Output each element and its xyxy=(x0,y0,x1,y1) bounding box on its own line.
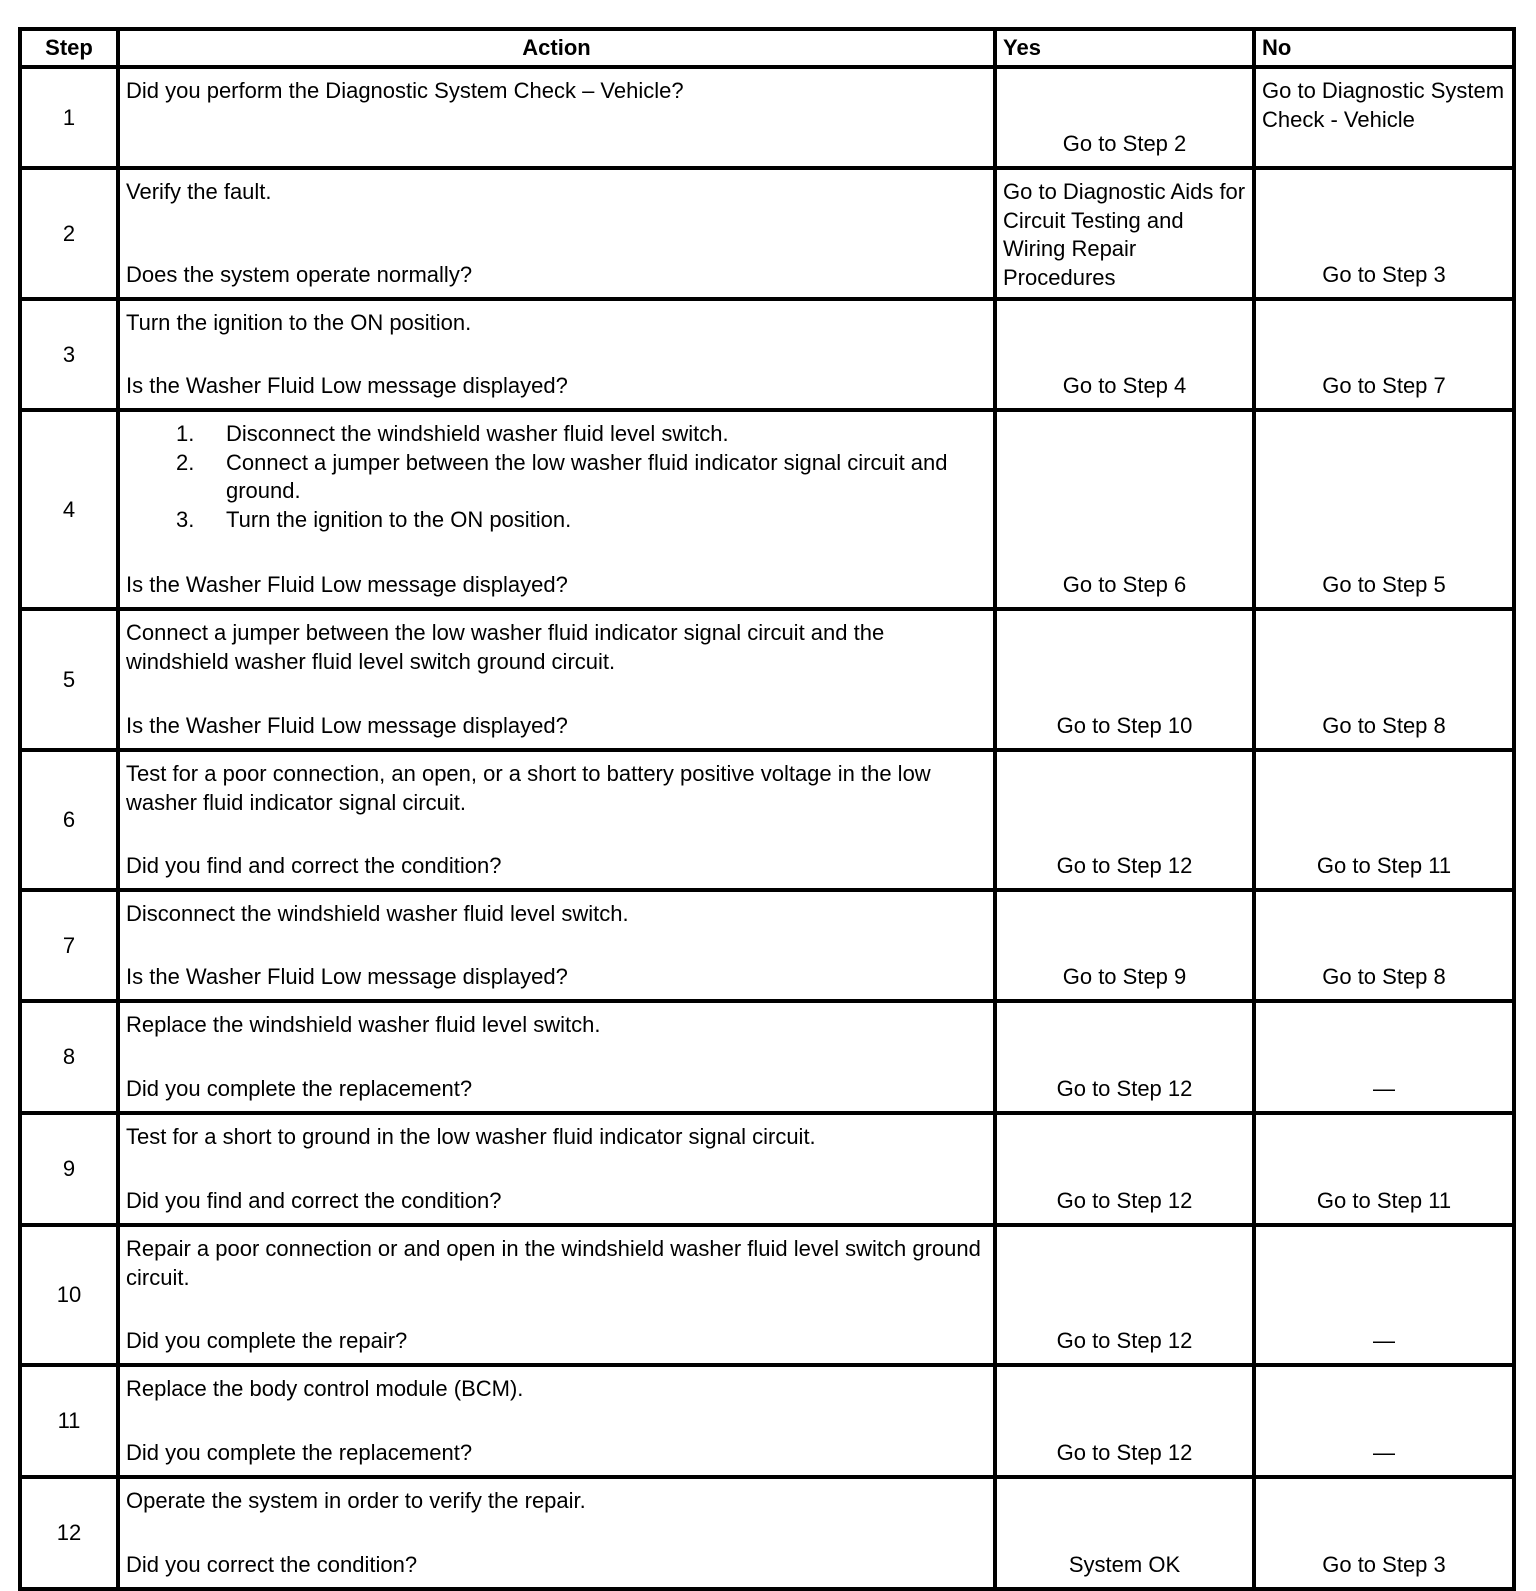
yes-cell xyxy=(995,1365,1254,1477)
list-item-number: 2. xyxy=(176,449,195,475)
table-row xyxy=(20,1477,1514,1589)
step-number: 8 xyxy=(20,1001,118,1113)
action-cell xyxy=(118,1113,995,1225)
yes-result: Go to Step 4 xyxy=(1062,372,1187,398)
action-instruction: Replace the windshield washer fluid level switch. xyxy=(126,1012,601,1037)
list-item xyxy=(176,420,987,449)
no-cell xyxy=(1254,410,1514,609)
yes-cell xyxy=(995,1477,1254,1589)
no-cell xyxy=(1254,1113,1514,1225)
action-question: Is the Washer Fluid Low message displayed? xyxy=(126,963,568,989)
action-instruction: Test for a short to ground in the low washer fluid indicator signal circuit. xyxy=(126,1124,816,1149)
action-question: Did you complete the replacement? xyxy=(126,1439,473,1465)
list-item-text: Disconnect the windshield washer fluid level switch. xyxy=(226,421,729,446)
action-cell xyxy=(118,750,995,890)
yes-cell xyxy=(995,890,1254,1001)
step-number: 3 xyxy=(20,299,118,410)
list-item-number: 3. xyxy=(176,506,195,532)
action-question: Did you complete the repair? xyxy=(126,1327,408,1353)
yes-result: Go to Step 12 xyxy=(1056,1327,1193,1353)
header-action: Action xyxy=(118,29,995,67)
no-result: Go to Step 5 xyxy=(1322,571,1446,597)
yes-result: Go to Step 9 xyxy=(1062,963,1187,989)
step-number: 6 xyxy=(20,750,118,890)
action-instruction: Repair a poor connection or and open in the windshield washer fluid level switch ground circuit. xyxy=(126,1236,981,1290)
action-question: Did you complete the replacement? xyxy=(126,1075,473,1101)
action-cell xyxy=(118,609,995,750)
table-row xyxy=(20,750,1514,890)
table-row xyxy=(20,1225,1514,1365)
yes-result: Go to Step 10 xyxy=(1056,712,1193,738)
yes-result: System OK xyxy=(1068,1551,1181,1577)
yes-result: Go to Step 2 xyxy=(1062,130,1187,156)
action-instruction: Verify the fault. xyxy=(126,179,272,204)
action-cell xyxy=(118,67,995,168)
action-instruction: Did you perform the Diagnostic System Check – Vehicle? xyxy=(126,78,684,103)
step-number: 11 xyxy=(20,1365,118,1477)
step-number: 9 xyxy=(20,1113,118,1225)
header-step: Step xyxy=(20,29,118,67)
yes-result: Go to Step 12 xyxy=(1056,1187,1193,1213)
list-item xyxy=(176,449,987,506)
yes-cell xyxy=(995,1113,1254,1225)
yes-cell xyxy=(995,609,1254,750)
no-cell xyxy=(1254,67,1514,168)
table-row xyxy=(20,299,1514,410)
table-row xyxy=(20,1113,1514,1225)
step-number: 5 xyxy=(20,609,118,750)
action-cell xyxy=(118,1001,995,1113)
no-cell xyxy=(1254,1477,1514,1589)
action-instruction: Turn the ignition to the ON position. xyxy=(126,310,472,335)
no-cell xyxy=(1254,1365,1514,1477)
action-cell xyxy=(118,168,995,299)
no-result: Go to Diagnostic System Check - Vehicle xyxy=(1262,78,1505,132)
step-number: 1 xyxy=(20,67,118,168)
no-cell xyxy=(1254,890,1514,1001)
list-item-number: 1. xyxy=(176,421,195,446)
list-item-text: Turn the ignition to the ON position. xyxy=(226,506,572,532)
action-cell xyxy=(118,1365,995,1477)
no-result: Go to Step 11 xyxy=(1316,852,1452,878)
header-yes: Yes xyxy=(995,29,1254,67)
yes-result: Go to Step 12 xyxy=(1056,1075,1193,1101)
table-row xyxy=(20,1001,1514,1113)
action-cell xyxy=(118,890,995,1001)
no-cell xyxy=(1254,299,1514,410)
no-cell xyxy=(1254,1001,1514,1113)
header-row xyxy=(20,29,1514,67)
no-cell xyxy=(1254,609,1514,750)
yes-result: Go to Step 6 xyxy=(1062,571,1187,597)
action-cell xyxy=(118,1225,995,1365)
yes-cell xyxy=(995,1225,1254,1365)
no-result: Go to Step 3 xyxy=(1322,261,1446,287)
no-result: Go to Step 7 xyxy=(1322,372,1446,398)
step-number: 7 xyxy=(20,890,118,1001)
list-item xyxy=(176,506,987,535)
table-row xyxy=(20,67,1514,168)
no-result: Go to Step 3 xyxy=(1322,1551,1446,1577)
action-cell xyxy=(118,1477,995,1589)
yes-cell xyxy=(995,67,1254,168)
action-question: Does the system operate normally? xyxy=(126,261,473,287)
action-instruction: Operate the system in order to verify the repair. xyxy=(126,1488,586,1513)
action-question: Is the Washer Fluid Low message displayed? xyxy=(126,372,568,398)
table-row xyxy=(20,1365,1514,1477)
diagnostic-table xyxy=(18,27,1516,1591)
no-result: — xyxy=(1373,1327,1395,1353)
yes-cell xyxy=(995,299,1254,410)
table-row xyxy=(20,168,1514,299)
yes-cell xyxy=(995,750,1254,890)
no-cell xyxy=(1254,750,1514,890)
no-result: Go to Step 8 xyxy=(1322,712,1446,738)
no-result: — xyxy=(1373,1439,1395,1465)
list-item-text: Connect a jumper between the low washer fluid indicator signal circuit and ground. xyxy=(226,449,948,503)
table-row xyxy=(20,890,1514,1001)
no-result: — xyxy=(1373,1075,1395,1101)
step-number: 2 xyxy=(20,168,118,299)
step-number: 4 xyxy=(20,410,118,609)
table-row xyxy=(20,609,1514,750)
action-question: Is the Washer Fluid Low message displayed? xyxy=(126,571,568,597)
action-cell xyxy=(118,299,995,410)
no-result: Go to Step 8 xyxy=(1322,963,1446,989)
yes-result: Go to Step 12 xyxy=(1056,1439,1193,1465)
step-number: 10 xyxy=(20,1225,118,1365)
yes-cell xyxy=(995,168,1254,299)
action-question: Did you find and correct the condition? xyxy=(126,852,502,878)
action-steps-list xyxy=(126,420,987,534)
yes-cell xyxy=(995,1001,1254,1113)
action-question: Is the Washer Fluid Low message displayed? xyxy=(126,712,568,738)
action-instruction: Test for a poor connection, an open, or a short to battery positive voltage in the low washer fluid indicator signal circuit. xyxy=(126,761,931,815)
header-no: No xyxy=(1254,29,1514,67)
yes-result: Go to Step 12 xyxy=(1056,852,1193,878)
action-instruction: Connect a jumper between the low washer fluid indicator signal circuit and the windshield washer fluid level switch ground circuit. xyxy=(126,620,885,674)
action-cell xyxy=(118,410,995,609)
yes-cell xyxy=(995,410,1254,609)
no-cell xyxy=(1254,168,1514,299)
step-number: 12 xyxy=(20,1477,118,1589)
action-instruction: Disconnect the windshield washer fluid level switch. xyxy=(126,901,629,926)
action-question: Did you find and correct the condition? xyxy=(126,1187,502,1213)
table-row xyxy=(20,410,1514,609)
yes-result: Go to Diagnostic Aids for Circuit Testing and Wiring Repair Procedures xyxy=(1003,179,1246,290)
action-question: Did you correct the condition? xyxy=(126,1551,418,1577)
no-cell xyxy=(1254,1225,1514,1365)
no-result: Go to Step 11 xyxy=(1316,1187,1452,1213)
action-instruction: Replace the body control module (BCM). xyxy=(126,1376,524,1401)
